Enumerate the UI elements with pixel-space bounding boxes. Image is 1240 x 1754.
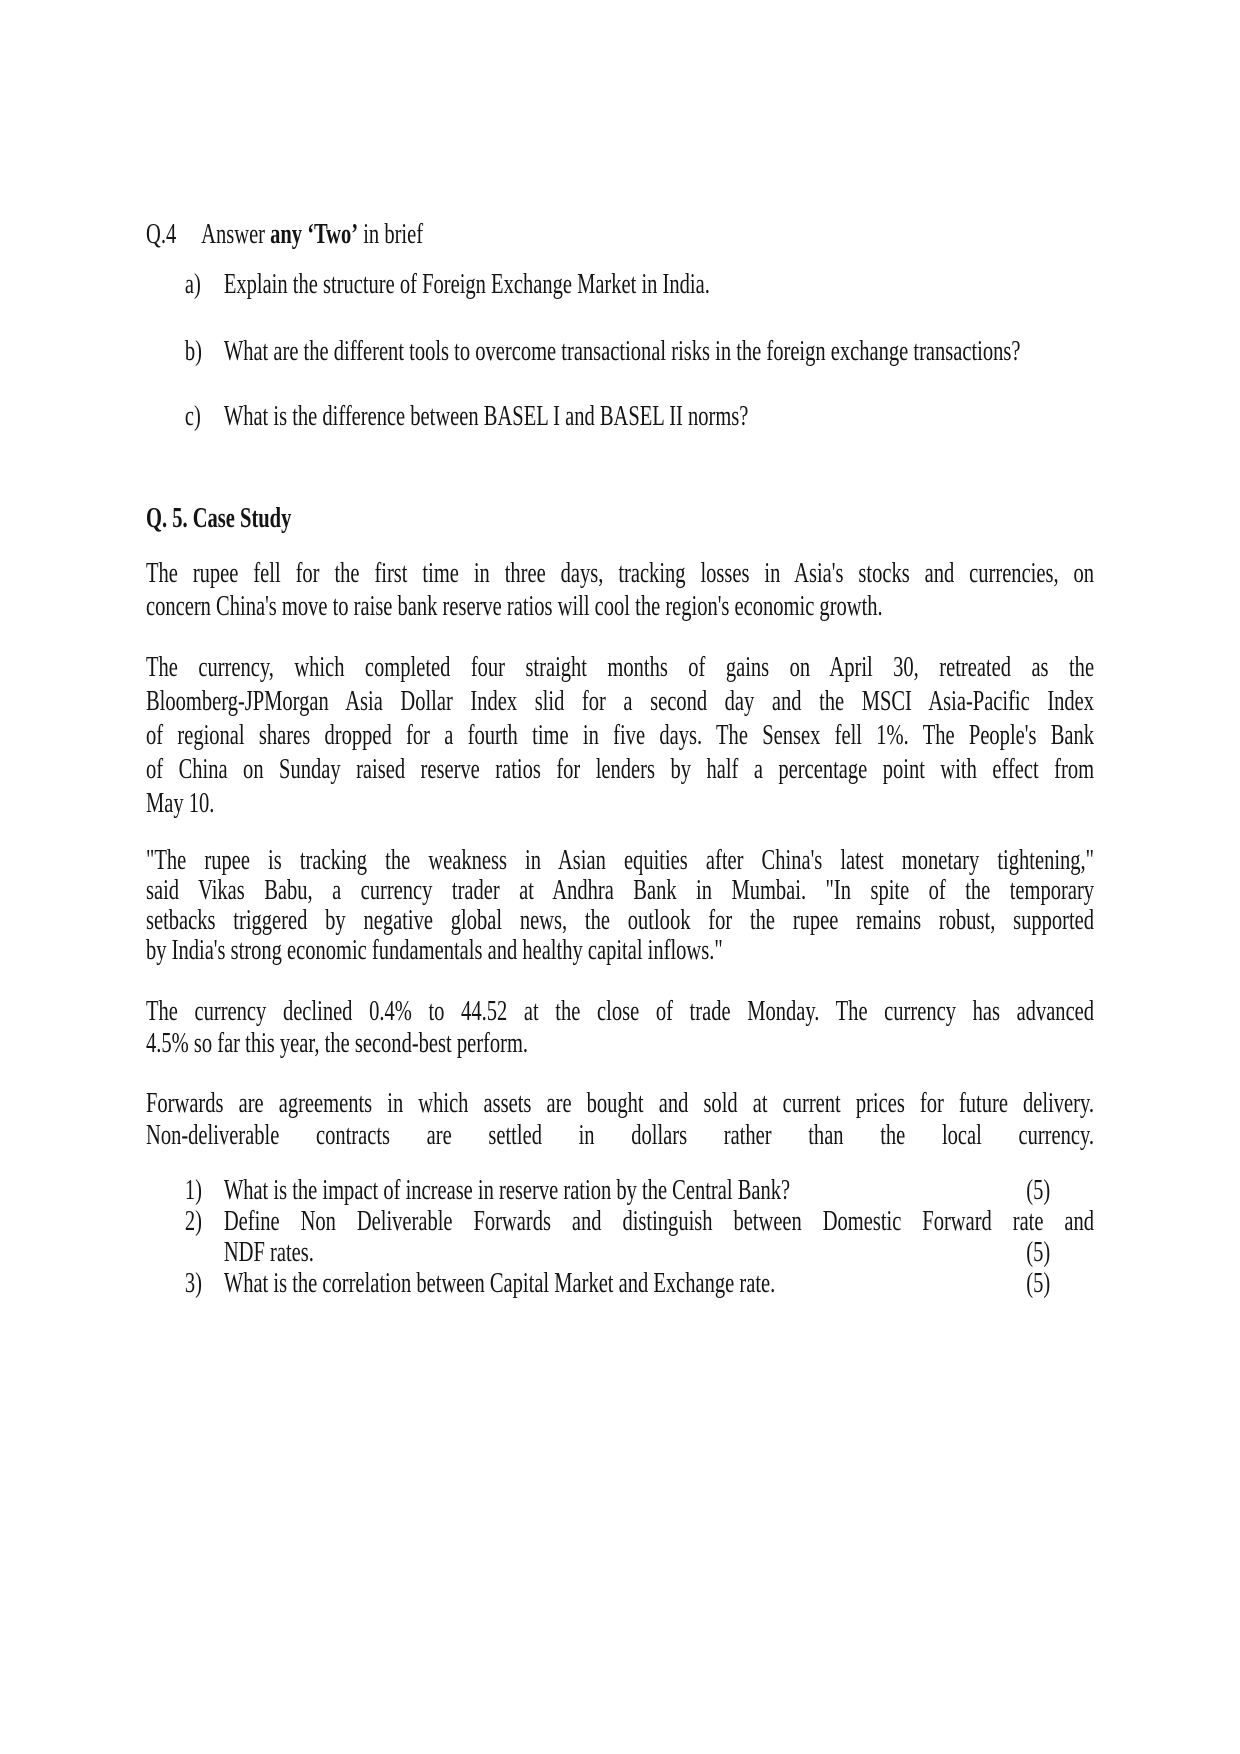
subquestion-a [146,269,1094,300]
paragraph-line: May 10. [146,787,215,819]
paragraph-line: The currency, which completed four straight months of gains on April 30, retreated as the [146,651,1095,683]
question-line: NDF rates. [223,1236,314,1268]
paragraph-line: said Vikas Babu, a currency trader at Andhra Bank in Mumbai. "In spite of the temporary [146,874,1095,906]
case-questions [146,1175,1094,1299]
paragraph-line: setbacks triggered by negative global news, the outlook for the rupee remains robust, supported [146,904,1095,936]
question-4-intro-prefix: Answer [201,218,271,250]
case-paragraph-2 [146,650,1094,820]
subquestion-b [146,336,1094,367]
subquestion-c-marker: c) [184,400,201,432]
paragraph-line: Forwards are agreements in which assets are bought and sold at current prices for future delivery. [146,1087,1095,1119]
paragraph-line: Bloomberg-JPMorgan Asia Dollar Index slid for a second day and the MSCI Asia-Pacific Index [146,685,1095,717]
question-line: What is the impact of increase in reserve ration by the Central Bank? [223,1174,791,1206]
case-paragraph-4 [146,995,1094,1059]
paragraph-line: by India's strong economic fundamentals and healthy capital inflows." [146,934,723,966]
question-4-header [146,219,1094,250]
paragraph-line: of regional shares dropped for a fourth time in five days. The Sensex fell 1%. The People's Bank [146,719,1095,751]
paragraph-line: concern China's move to raise bank reserve ratios will cool the region's economic growth. [146,590,883,622]
question-4-intro-bold: any ‘Two’ [270,218,359,250]
page-content [146,219,1094,1299]
subquestion-a-text: Explain the structure of Foreign Exchange Market in India. [223,268,710,300]
paragraph-line: "The rupee is tracking the weakness in Asian equities after China's latest monetary tightening," [146,844,1095,876]
case-question-3-marks: (5) [1026,1267,1051,1299]
case-question-3-text [224,1268,1094,1299]
case-question-1-marker: 1) [184,1174,203,1206]
question-4-subquestions [146,269,1094,432]
paragraph-line: Non-deliverable contracts are settled in dollars rather than the local currency. [146,1119,1095,1151]
case-paragraph-3 [146,845,1094,965]
question-line: Define Non Deliverable Forwards and distinguish between Domestic Forward rate and [223,1205,1095,1237]
subquestion-c [146,401,1094,432]
case-question-1-text [224,1175,1094,1206]
subquestion-b-text: What are the different tools to overcome transactional risks in the foreign exchange transactions? [223,335,1021,367]
case-question-3 [146,1268,1094,1299]
subquestion-c-text: What is the difference between BASEL I and BASEL II norms? [223,400,749,432]
case-question-1 [146,1175,1094,1206]
subquestion-b-marker: b) [184,335,203,367]
question-4-intro-suffix: in brief [358,218,424,250]
question-line: What is the correlation between Capital Market and Exchange rate. [223,1267,776,1299]
paragraph-line: The currency declined 0.4% to 44.52 at the close of trade Monday. The currency has advanced [146,995,1095,1027]
case-question-1-marks: (5) [1026,1174,1051,1206]
paragraph-line: 4.5% so far this year, the second-best perform. [146,1027,529,1059]
question-5-heading: Q. 5. Case Study [146,502,292,534]
subquestion-a-marker: a) [184,268,201,300]
case-paragraph-5 [146,1087,1094,1151]
case-question-2-text [224,1206,1094,1268]
question-4-label: Q.4 [146,218,177,250]
case-question-2-marker: 2) [184,1205,203,1237]
case-question-2 [146,1206,1094,1268]
case-question-2-marks: (5) [1026,1236,1051,1268]
paragraph-line: The rupee fell for the first time in three days, tracking losses in Asia's stocks and currencies, on [146,557,1095,589]
case-question-3-marker: 3) [184,1267,203,1299]
paragraph-line: of China on Sunday raised reserve ratios for lenders by half a percentage point with effect from [146,753,1095,785]
case-paragraph-1 [146,557,1094,623]
